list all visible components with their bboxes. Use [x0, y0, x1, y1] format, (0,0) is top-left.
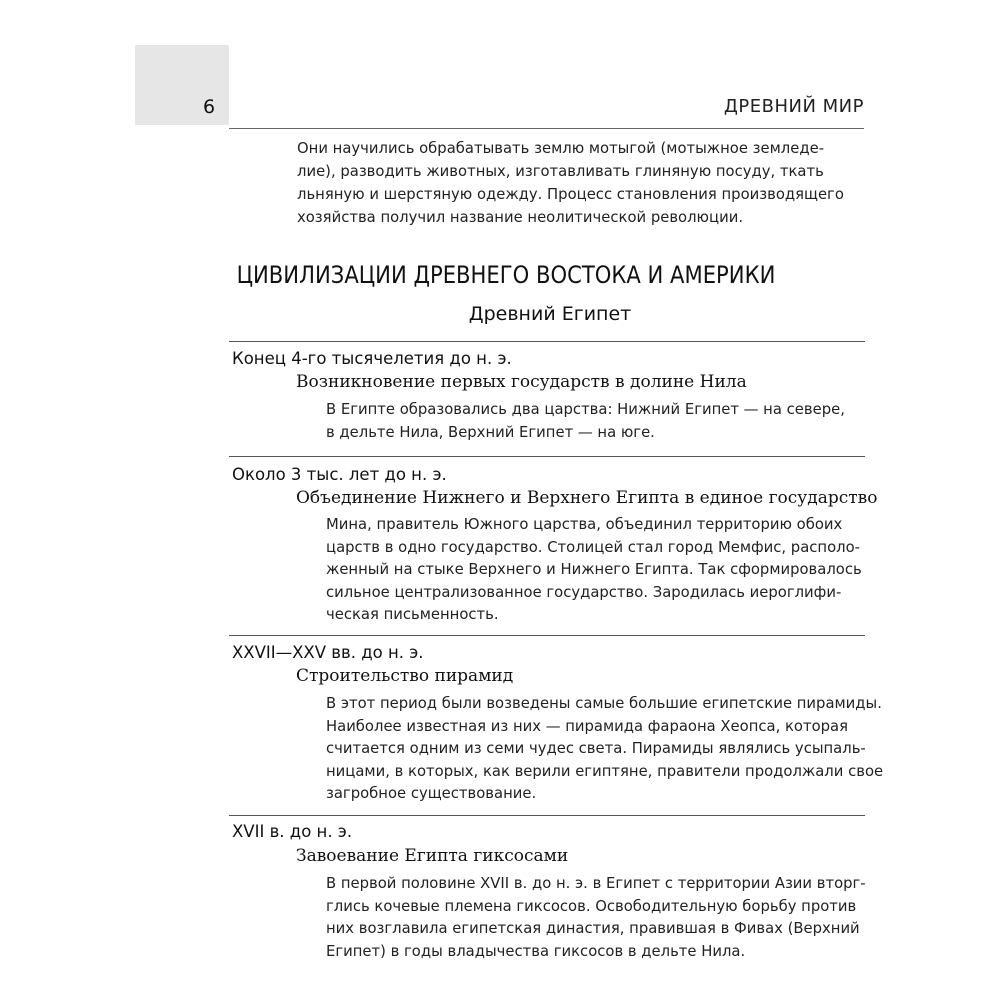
entry-date: XXVII—XXV вв. до н. э. [232, 643, 424, 662]
description-line: ческая письменность. [326, 606, 499, 623]
description-line: в дельте Нила, Верхний Египет — на юге. [326, 423, 655, 441]
entry-description [326, 693, 884, 806]
description-line: сильное централизованное государство. Зародилась иероглифи- [326, 583, 842, 601]
description-line: В первой половине XVII в. до н. э. в Египет с территории Азии вторг- [326, 875, 866, 892]
section-title: ЦИВИЛИЗАЦИИ ДРЕВНЕГО ВОСТОКА И АМЕРИКИ [236, 261, 776, 289]
entry-event: Возникновение первых государств в долине Нила [296, 372, 747, 392]
description-line: загробное существование. [326, 785, 537, 802]
intro-line: льняную и шерстяную одежду. Процесс становления производящего [297, 186, 844, 203]
intro-line: Они научились обрабатывать землю мотыгой (мотыжное земледе- [297, 140, 825, 157]
description-line: ницами, в которых, как верили египтяне, правители продолжали свое [326, 762, 884, 780]
entry-divider [229, 456, 865, 457]
entry-description [326, 873, 866, 963]
description-line: женный на стыке Верхнего и Нижнего Египта. Так сформировалось [326, 561, 862, 578]
entry-event: Объединение Нижнего и Верхнего Египта в единое государство [296, 488, 878, 508]
description-line: считается одним из семи чудес света. Пирамиды являлись усыпаль- [326, 740, 866, 757]
header-rule [229, 128, 864, 129]
description-line: них возглавила египетская династия, правившая в Фивах (Верхний [326, 920, 860, 937]
running-header-title: ДРЕВНИЙ МИР [723, 96, 864, 117]
description-line: Египет) в годы владычества гиксосов в дельте Нила. [326, 942, 746, 960]
intro-line: хозяйства получил название неолитической революции. [297, 209, 744, 226]
entry-divider [229, 635, 865, 636]
entry-date: Около 3 тыс. лет до н. э. [232, 465, 447, 484]
intro-line: лие), разводить животных, изготавливать глиняную посуду, ткать [297, 163, 824, 180]
entry-description [326, 514, 866, 627]
entry-event: Завоевание Египта гиксосами [296, 846, 569, 866]
description-line: глись кочевые племена гиксосов. Освободительную борьбу против [326, 897, 857, 915]
description-line: Наиболее известная из них — пирамида фараона Хеопса, которая [326, 717, 849, 735]
entry-event: Строительство пирамид [296, 666, 514, 686]
entry-date: XVII в. до н. э. [232, 822, 353, 841]
description-line: царств в одно государство. Столицей стал город Мемфис, располо- [326, 538, 860, 556]
entry-description [326, 399, 866, 444]
entry-divider [229, 341, 865, 342]
page-number: 6 [203, 96, 216, 118]
subsection-title: Древний Египет [468, 303, 632, 325]
description-line: В этот период были возведены самые большие египетские пирамиды. [326, 695, 882, 712]
description-line: В Египте образовались два царства: Нижний Египет — на севере, [326, 401, 845, 418]
entry-divider [229, 815, 865, 816]
description-line: Мина, правитель Южного царства, объединил территорию обоих [326, 516, 843, 533]
intro-paragraph [297, 137, 867, 229]
entry-date: Конец 4-го тысячелетия до н. э. [232, 349, 512, 368]
